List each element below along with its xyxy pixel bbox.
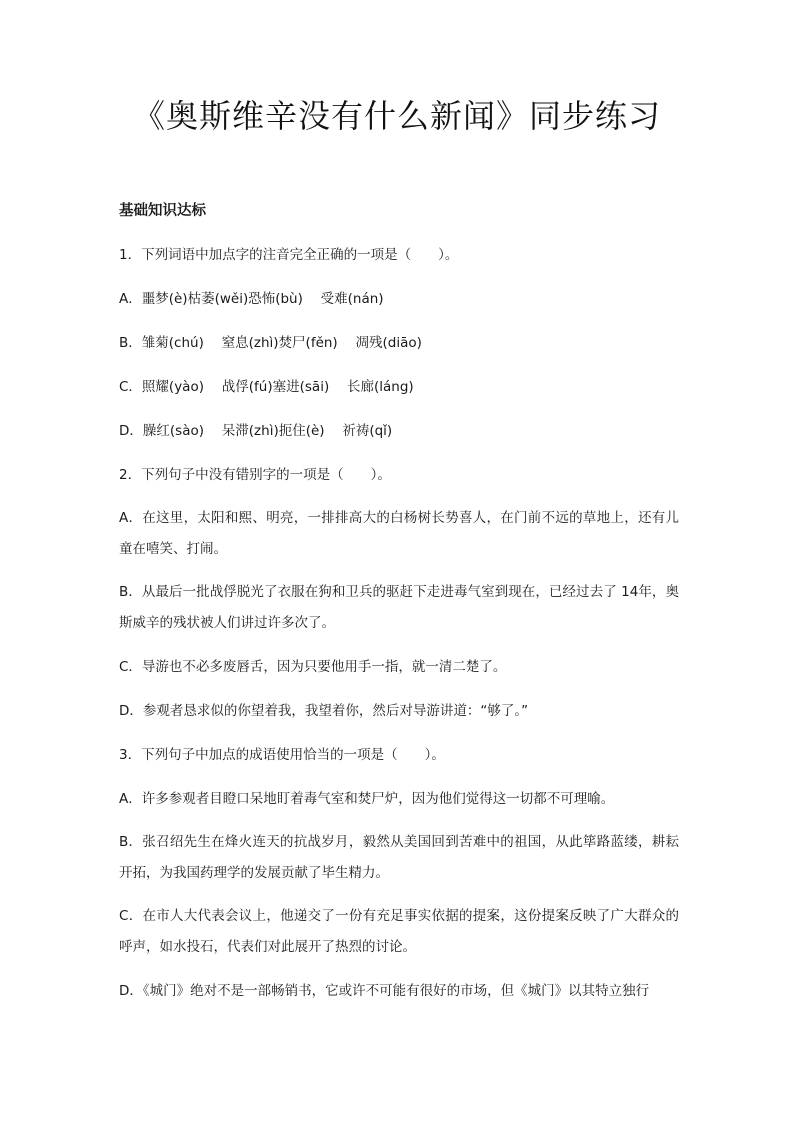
question-3-stem: 3．下列句子中加点的成语使用恰当的一项是（ ）。 — [119, 747, 445, 763]
document-title: 《奥斯维辛没有什么新闻》同步练习 — [132, 97, 661, 135]
question-1-option-b: B．雏菊(chú) 窒息(zhì)焚尸(fěn) 凋残(diāo) — [119, 335, 422, 351]
question-2-stem: 2．下列句子中没有错别字的一项是（ ）。 — [119, 467, 391, 483]
question-3-option-a: A．许多参观者目瞪口呆地盯着毒气室和焚尸炉，因为他们觉得这一切都不可理喻。 — [119, 791, 615, 807]
question-3-option-b: B．张召绍先生在烽火连天的抗战岁月，毅然从美国回到苦难中的祖国，从此筚路蓝缕，耕耘开拓，为我国药理学的发展贡献了毕生精力。 — [119, 834, 679, 881]
question-3-option-c: C．在市人大代表会议上，他递交了一份有充足事实依据的提案，这份提案反映了广大群众的呼声，如水投石，代表们对此展开了热烈的讨论。 — [119, 908, 679, 955]
question-1-option-a: A．噩梦(è)枯萎(wěi)恐怖(bù) 受难(nán) — [119, 291, 384, 307]
question-2-option-d: D．参观者恳求似的你望着我，我望着你，然后对导游讲道：“够了。” — [119, 703, 529, 719]
question-1-stem: 1．下列词语中加点字的注音完全正确的一项是（ ）。 — [119, 247, 459, 263]
question-1-option-c: C．照耀(yào) 战俘(fú)塞进(sāi) 长廊(láng) — [119, 379, 414, 395]
section-heading: 基础知识达标 — [119, 203, 206, 219]
question-1-option-d: D．臊红(sào) 呆滞(zhì)扼住(è) 祈祷(qǐ) — [119, 423, 393, 439]
question-3-option-d: D．《城门》绝对不是一部畅销书，它或许不可能有很好的市场，但《城门》以其特立独行 — [119, 983, 650, 999]
question-2-option-c: C．导游也不必多废唇舌，因为只要他用手一指，就一清二楚了。 — [119, 659, 507, 675]
question-2-option-a: A．在这里，太阳和熙、明亮，一排排高大的白杨树长势喜人，在门前不远的草地上，还有儿童在嘻笑、打闹。 — [119, 510, 679, 557]
question-2-option-b: B．从最后一批战俘脱光了衣服在狗和卫兵的驱赶下走进毒气室到现在，已经过去了 14年，奥斯威辛的残状被人们讲过许多次了。 — [119, 584, 679, 631]
document-body — [119, 200, 679, 1024]
